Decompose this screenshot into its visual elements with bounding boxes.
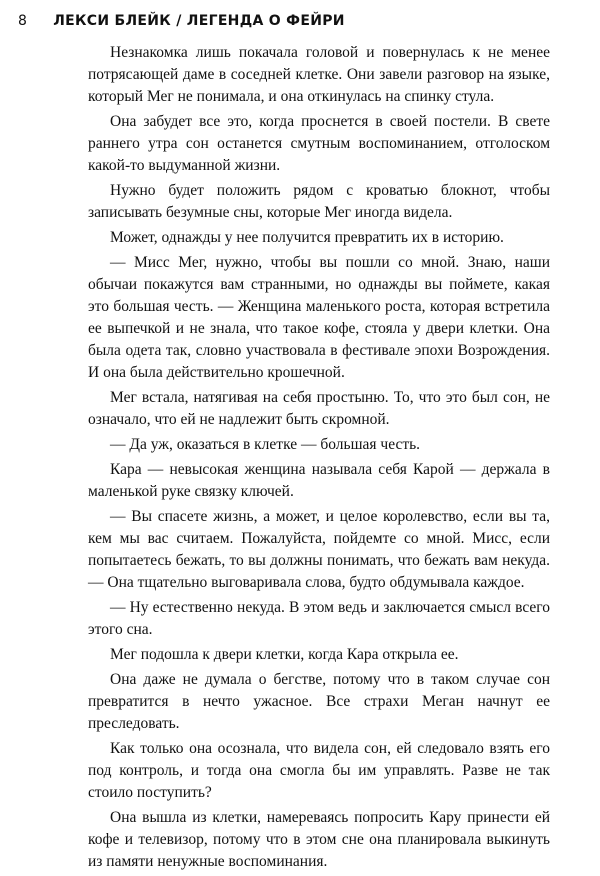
paragraph: Мег встала, натягивая на себя простыню. То, что это был сон, не означало, что ей не надлежит быть скромной.	[88, 389, 550, 428]
paragraph: Нужно будет положить рядом с кроватью блокнот, чтобы записывать безумные сны, которые Мег иногда видела.	[88, 182, 550, 221]
paragraph: — Мисс Мег, нужно, чтобы вы пошли со мной. Знаю, наши обычаи покажутся вам странными, но однажды вы поймете, какая это большая честь. — Женщина маленького роста, которая встретила ее выпечкой и не знала, что такое кофе, стояла у двери клетки. Она была одета так, словно участвовала в фестивале эпохи Возрождения. И она была действительно крошечной.	[88, 254, 550, 381]
paragraph: — Ну естественно некуда. В этом ведь и заключается смысл всего этого сна.	[88, 599, 550, 638]
running-header	[18, 8, 582, 34]
paragraph: Мег подошла к двери клетки, когда Кара открыла ее.	[110, 646, 459, 663]
paragraph: Она забудет все это, когда проснется в своей постели. В свете раннего утра сон останется смутным воспоминанием, отголоском какой-то выдуманной жизни.	[88, 113, 550, 174]
paragraph: Как только она осознала, что видела сон, ей следовало взять его под контроль, и тогда она смогла бы им управлять. Разве не так стоило поступить?	[88, 740, 550, 801]
paragraph: — Вы спасете жизнь, а может, и целое королевство, если вы та, кем мы вас считаем. Пожалуйста, пойдемте со мной. Мисс, если попытаетесь бежать, то вы должны понимать, что бежать вам некуда. — Она тщательно выговаривала слова, будто обдумывала каждое.	[88, 508, 550, 591]
body-text	[88, 42, 550, 876]
paragraph: Может, однажды у нее получится превратить их в историю.	[110, 229, 504, 246]
running-title: ЛЕКСИ БЛЕЙК / ЛЕГЕНДА О ФЕЙРИ	[53, 13, 345, 29]
paragraph: Незнакомка лишь покачала головой и повернулась к не менее потрясающей даме в соседней клетке. Они завели разговор на языке, который Мег не понимала, и она откинулась на спинку стула.	[88, 44, 550, 105]
paragraph: Кара — невысокая женщина называла себя Карой — держала в маленькой руке связку ключей.	[88, 461, 550, 500]
paragraph: Она вышла из клетки, намереваясь попросить Кару принести ей кофе и телевизор, потому что в этом сне она планировала выкинуть из памяти ненужные воспоминания.	[88, 809, 550, 870]
paragraph: — Да уж, оказаться в клетке — большая честь.	[110, 436, 421, 453]
paragraph: Она даже не думала о бегстве, потому что в таком случае сон превратится в нечто ужасное. Все страхи Меган начнут ее преследовать.	[88, 671, 550, 732]
page-number: 8	[18, 13, 28, 29]
